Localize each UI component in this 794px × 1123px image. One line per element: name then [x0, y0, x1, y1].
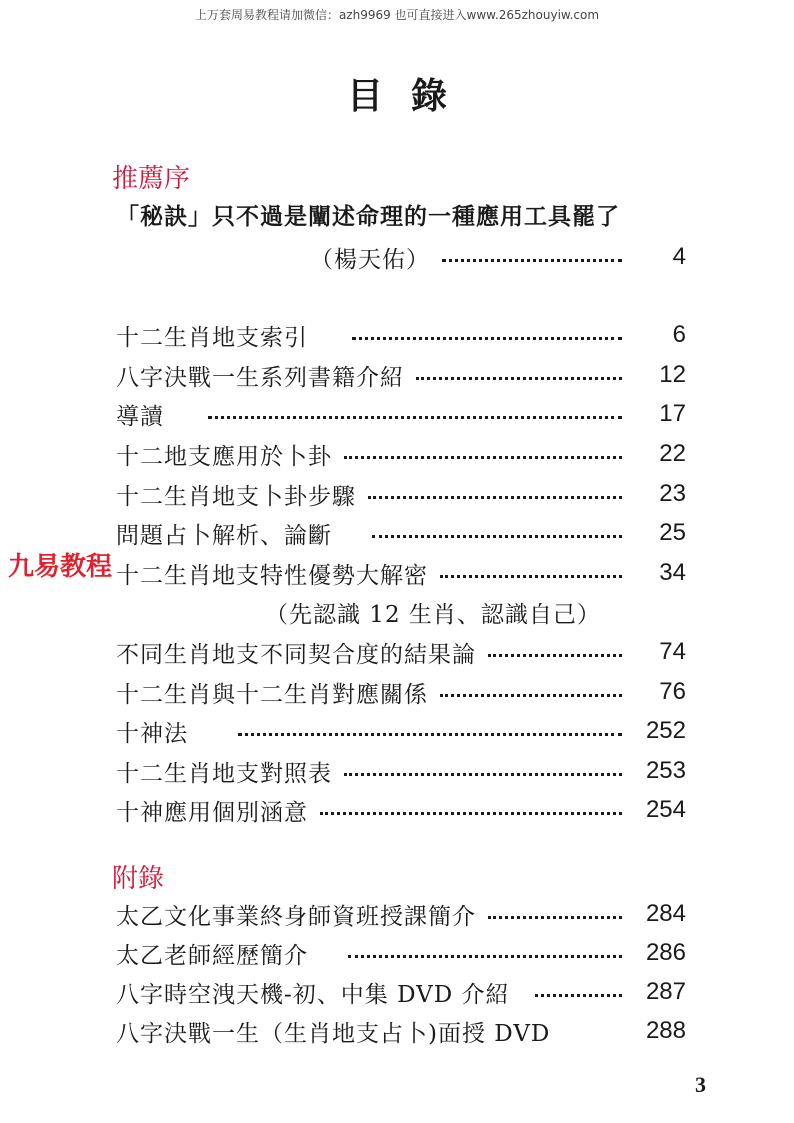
dot-leader	[372, 535, 622, 538]
toc-entry-label: 太乙老師經歷簡介	[116, 942, 308, 969]
toc-entry-label: 十二生肖地支索引	[116, 324, 308, 351]
toc-entry[interactable]	[116, 477, 686, 511]
appendix-entry[interactable]	[116, 897, 686, 931]
dot-leader	[488, 916, 622, 919]
watermark-logo: 九易教程	[6, 546, 114, 583]
toc-entry-page: 253	[645, 757, 686, 784]
toc-entry[interactable]	[116, 358, 686, 392]
dot-leader	[344, 773, 622, 776]
toc-entry-label: 十二地支應用於卜卦	[116, 443, 332, 470]
toc-entry-page: 22	[659, 440, 686, 467]
dot-leader	[440, 694, 622, 697]
toc-entry-page: 254	[645, 796, 686, 823]
dot-leader	[352, 337, 622, 340]
appendix-entry[interactable]	[116, 975, 686, 1009]
page-number: 3	[695, 1072, 706, 1097]
toc-entry-page: 12	[659, 361, 686, 388]
toc-entry-label: 十二生肖地支對照表	[116, 760, 332, 787]
page-title: 目錄	[346, 76, 475, 117]
toc-entry[interactable]	[116, 437, 686, 471]
toc-entry-label: 十二生肖與十二生肖對應關係	[116, 681, 428, 708]
toc-entry-page: 76	[659, 678, 686, 705]
toc-entry-page: 252	[645, 717, 686, 744]
toc-entry-label: 十二生肖地支特性優勢大解密	[116, 562, 428, 589]
toc-entry-label: 導讀	[116, 403, 164, 430]
appendix-entry[interactable]	[116, 1014, 686, 1048]
toc-entry-page: 17	[659, 400, 686, 427]
dot-leader	[344, 456, 622, 459]
dot-leader	[208, 416, 622, 419]
toc-entry-label: （楊天佑）	[310, 246, 430, 273]
toc-entry-page: 6	[672, 321, 686, 348]
dot-leader	[488, 654, 622, 657]
toc-entry[interactable]	[116, 635, 686, 669]
dot-leader	[368, 496, 622, 499]
toc-entry-foreword[interactable]	[310, 240, 686, 274]
toc-entry[interactable]	[116, 793, 686, 827]
toc-entry[interactable]	[116, 754, 686, 788]
toc-entry-label: 問題占卜解析、論斷	[116, 522, 332, 549]
appendix-heading: 附錄	[112, 864, 165, 894]
foreword-heading: 推薦序	[112, 164, 191, 194]
appendix-entry[interactable]	[116, 936, 686, 970]
toc-entry-label: 八字決戰一生系列書籍介紹	[116, 364, 404, 391]
foreword-title: 「秘訣」只不過是闡述命理的一種應用工具罷了	[116, 203, 620, 230]
toc-entry-page: 23	[659, 480, 686, 507]
dot-leader	[416, 377, 622, 380]
toc-entry-page: 34	[659, 559, 686, 586]
toc-entry[interactable]	[116, 556, 686, 590]
toc-entry-page: 284	[645, 900, 686, 927]
dot-leader	[442, 259, 622, 262]
toc-entry-label: 八字決戰一生（生肖地支占卜)面授 DVD	[116, 1020, 551, 1047]
toc-entry-label: 十二生肖地支卜卦步驟	[116, 483, 356, 510]
header-note: 上万套周易教程请加微信：azh9969 也可直接进入www.265zhouyiw.com	[194, 8, 600, 22]
toc-entry-subtitle: （先認識 12 生肖、認識自己）	[265, 602, 601, 628]
dot-leader	[348, 955, 622, 958]
toc-entry-label: 十神應用個別涵意	[116, 799, 308, 826]
toc-entry-page: 287	[645, 978, 686, 1005]
toc-entry[interactable]	[116, 714, 686, 748]
dot-leader	[238, 733, 622, 736]
toc-entry-page: 4	[672, 243, 686, 270]
toc-entry[interactable]	[116, 318, 686, 352]
toc-entry-page: 25	[659, 519, 686, 546]
dot-leader	[440, 575, 622, 578]
toc-entry-page: 286	[645, 939, 686, 966]
toc-entry[interactable]	[116, 675, 686, 709]
toc-entry-page: 74	[659, 638, 686, 665]
toc-entry-page: 288	[645, 1017, 686, 1044]
dot-leader	[535, 994, 622, 997]
dot-leader	[320, 812, 622, 815]
toc-entry-label: 不同生肖地支不同契合度的結果論	[116, 641, 476, 668]
toc-entry[interactable]	[116, 397, 686, 431]
toc-entry[interactable]	[116, 516, 686, 550]
toc-entry-label: 八字時空洩天機-初、中集 DVD 介紹	[116, 981, 510, 1008]
toc-entry-label: 十神法	[116, 720, 188, 747]
toc-entry-label: 太乙文化事業終身師資班授課簡介	[116, 903, 476, 930]
